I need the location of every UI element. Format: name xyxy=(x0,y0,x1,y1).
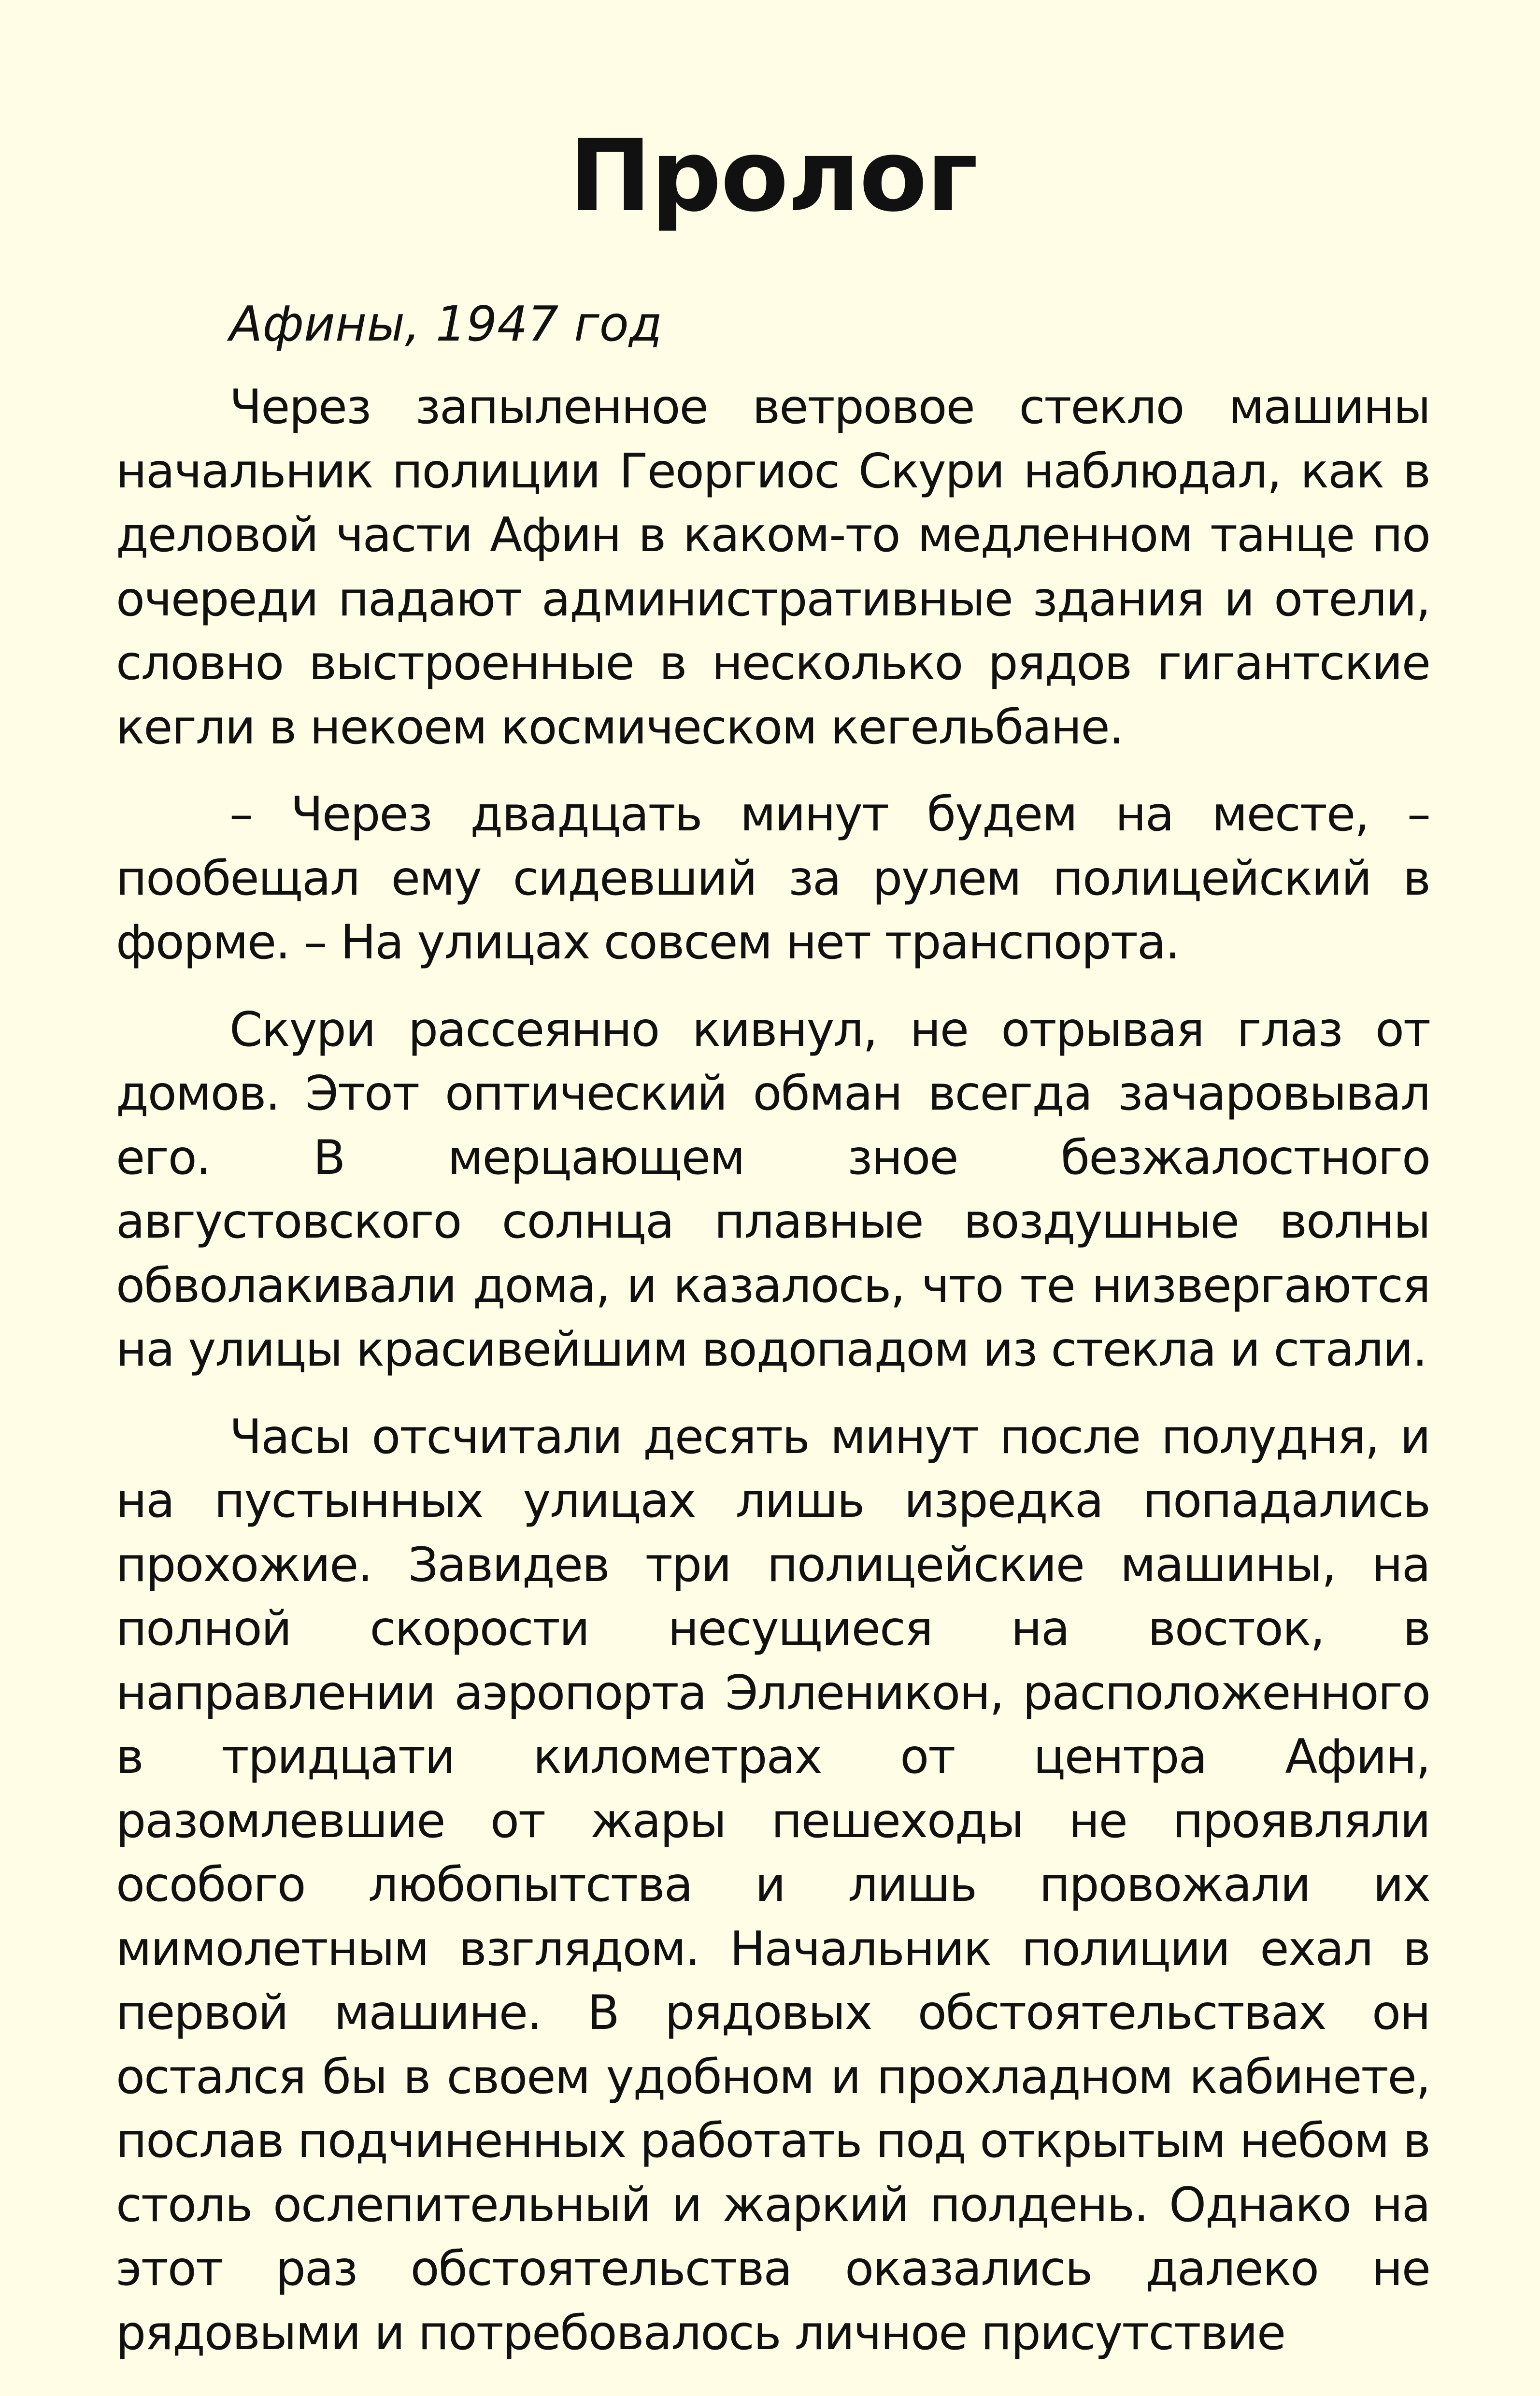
book-page xyxy=(116,0,1430,2396)
paragraph-4: Часы отсчитали десять минут после полудня, и на пустынных улицах лишь изредка попадались прохожие. Завидев три полицейские машины, на полной скорости несущиеся на восток, в направлении аэропорта Элленикон, расположенного в тридцати километрах от центра Афин, разомлевшие от жары пешеходы не проявляли особого любопытства и лишь провожали их мимолетным взглядом. Начальник полиции ехал в первой машине. В рядовых обстоятельствах он остался бы в своем удобном и прохладном кабинете, послав подчиненных работать под открытым небом в столь ослепительный и жаркий полдень. Однако на этот раз обстоятельства оказались далеко не рядовыми и потребовалось личное присутствие xyxy=(116,1409,1430,2361)
paragraph-3: Скури рассеянно кивнул, не отрывая глаз от домов. Этот оптический обман всегда зачаровывал его. В мерцающем зное безжалостного августовского солнца плавные воздушные волны обволакивали дома, и казалось, что те низвергаются на улицы красивейшим водопадом из стекла и стали. xyxy=(116,1002,1430,1377)
chapter-title: Пролог xyxy=(569,119,977,234)
paragraph-1: Через запыленное ветровое стекло машины начальник полиции Георгиос Скури наблюдал, как в деловой части Афин в каком-то медленном танце по очереди падают административные здания и отели, словно выстроенные в несколько рядов гигантские кегли в некоем космическом кегельбане. xyxy=(116,380,1430,755)
place-date: Афины, 1947 год xyxy=(229,296,662,352)
paragraph-2: – Через двадцать минут будем на месте, – пообещал ему сидевший за рулем полицейский в форме. – На улицах совсем нет транспорта. xyxy=(116,787,1430,970)
